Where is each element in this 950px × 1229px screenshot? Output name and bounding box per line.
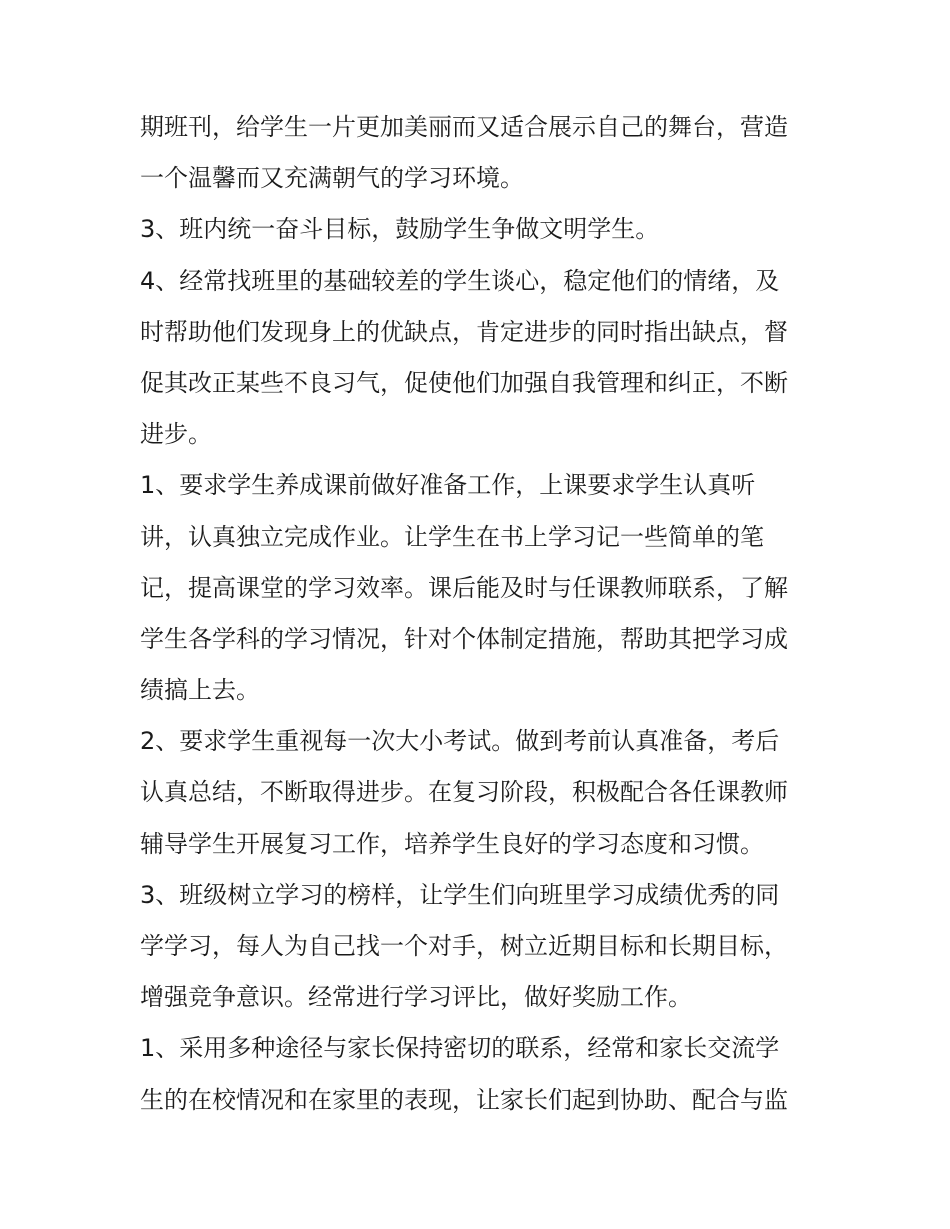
text-line: 讲，认真独立完成作业。让学生在书上学习记一些简单的笔: [140, 522, 764, 551]
text-line: 1、要求学生养成课前做好准备工作，上课要求学生认真听: [140, 471, 756, 500]
text-line: 记，提高课堂的学习效率。课后能及时与任课教师联系，了解: [140, 573, 788, 602]
text-line: 认真总结，不断取得进步。在复习阶段，积极配合各任课教师: [140, 778, 788, 807]
document-body: [140, 102, 820, 1126]
text-line: 促其改正某些不良习气，促使他们加强自我管理和纠正，不断: [140, 368, 788, 397]
text-line: 一个温馨而又充满朝气的学习环境。: [140, 164, 524, 193]
text-line: 进步。: [140, 420, 212, 449]
text-line: 时帮助他们发现身上的优缺点，肯定进步的同时指出缺点，督: [140, 317, 788, 346]
text-line: 2、要求学生重视每一次大小考试。做到考前认真准备，考后: [140, 727, 780, 756]
text-line: 生的在校情况和在家里的表现，让家长们起到协助、配合与监: [140, 1085, 788, 1114]
text-line: 增强竞争意识。经常进行学习评比，做好奖励工作。: [140, 983, 692, 1012]
text-line: 学生各学科的学习情况，针对个体制定措施，帮助其把学习成: [140, 624, 788, 653]
text-line: 1、采用多种途径与家长保持密切的联系，经常和家长交流学: [140, 1034, 780, 1063]
text-line: 辅导学生开展复习工作，培养学生良好的学习态度和习惯。: [140, 829, 764, 858]
text-line: 4、经常找班里的基础较差的学生谈心，稳定他们的情绪，及: [140, 266, 780, 295]
text-line: 3、班级树立学习的榜样，让学生们向班里学习成绩优秀的同: [140, 880, 780, 909]
text-line: 期班刊，给学生一片更加美丽而又适合展示自己的舞台，营造: [140, 113, 788, 141]
text-line: 绩搞上去。: [140, 676, 260, 705]
text-line: 3、班内统一奋斗目标，鼓励学生争做文明学生。: [140, 215, 660, 244]
text-line: 学学习，每人为自己找一个对手，树立近期目标和长期目标，: [140, 932, 788, 960]
